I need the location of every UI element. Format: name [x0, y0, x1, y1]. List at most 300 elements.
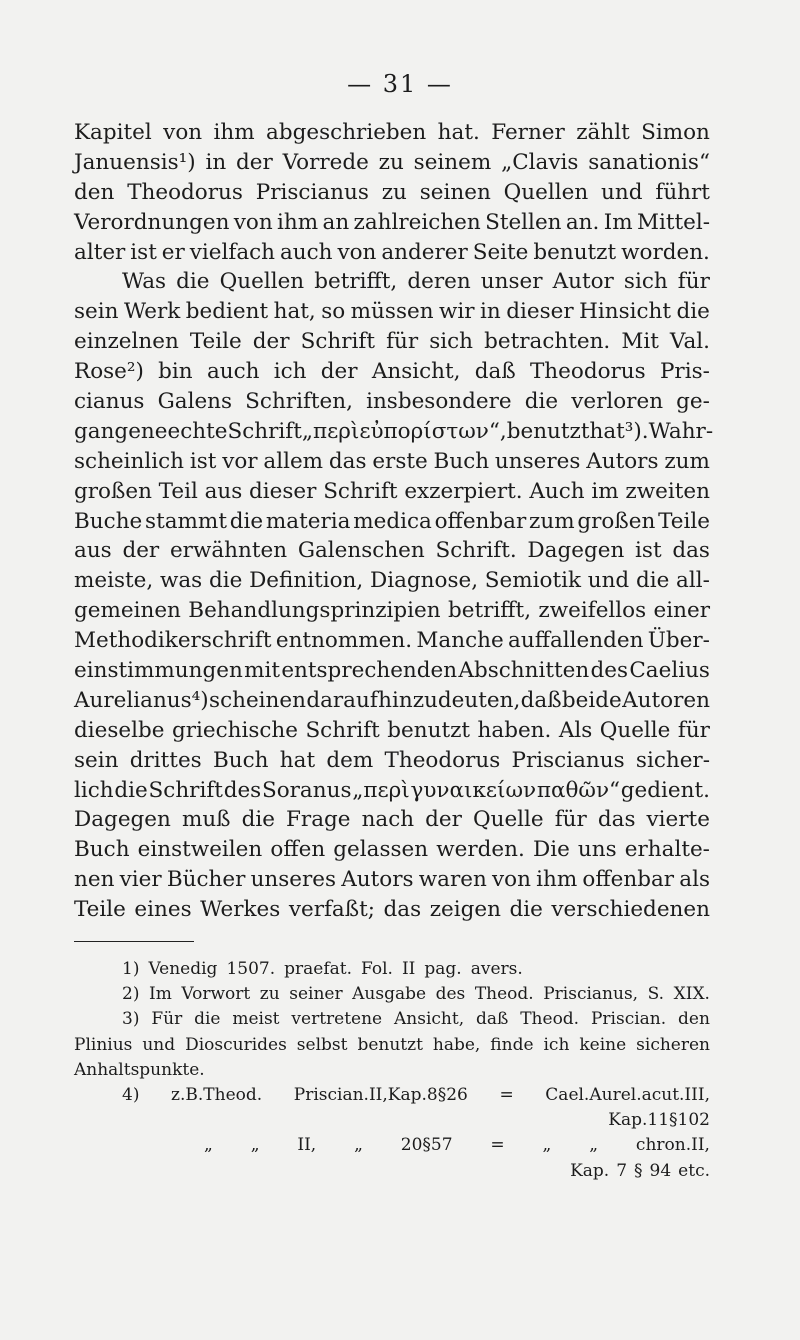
word: Theodorus	[529, 359, 646, 385]
word: unser	[480, 269, 543, 295]
word: Behandlungsprinzipien	[188, 598, 441, 624]
word: betrifft,	[448, 598, 532, 624]
ditto-mark: „	[250, 1135, 260, 1156]
word: Quelle	[599, 717, 671, 743]
word: z.B.Theod.	[171, 1084, 263, 1105]
word: zählt	[576, 120, 630, 145]
word: Anhaltspunkte.	[74, 1059, 205, 1080]
word: anderer	[381, 239, 468, 265]
word: γυναικείων	[410, 777, 537, 803]
word: Vorwort	[181, 984, 251, 1005]
text-line	[74, 596, 710, 626]
ditto-mark: „	[542, 1135, 552, 1156]
word: waren	[418, 867, 487, 893]
word: Cael.Aurel.acut.III,	[545, 1084, 710, 1105]
footnote-line	[74, 1007, 710, 1032]
word: 4)	[122, 1084, 140, 1105]
word: scheinlich	[74, 448, 185, 474]
word: das	[328, 448, 367, 474]
word: Manche	[416, 628, 504, 654]
word: Was	[122, 269, 167, 295]
word: werden.	[436, 837, 525, 863]
word: einzelnen	[74, 329, 179, 355]
word: die	[229, 508, 264, 534]
word: sanationis“	[588, 149, 710, 175]
word: Fol.	[361, 959, 393, 979]
word: die	[241, 807, 275, 833]
word: daß	[520, 687, 562, 713]
word: Soranus	[261, 777, 352, 803]
word: sein	[74, 299, 119, 325]
word: an	[322, 209, 350, 235]
word: im	[591, 478, 619, 504]
word: Priscian.	[590, 1009, 667, 1030]
word: er	[161, 239, 185, 265]
word: vier	[119, 867, 162, 893]
word: die	[509, 897, 543, 923]
word: Für	[151, 1009, 183, 1030]
text-line	[74, 746, 710, 776]
word: die	[208, 568, 243, 594]
word: finde	[490, 1034, 534, 1055]
word: scheinen	[209, 687, 306, 713]
word: XIX.	[673, 984, 710, 1005]
word: Mit	[621, 329, 659, 355]
word: Autoren	[622, 687, 710, 713]
word: Teil	[158, 478, 198, 504]
word: erhalte-	[624, 837, 710, 863]
word: ist	[189, 448, 217, 474]
word: Quelle	[472, 807, 544, 833]
word: seiner	[289, 984, 343, 1005]
word: abgeschrieben	[266, 120, 427, 145]
footnote-line	[74, 1058, 710, 1083]
text-line	[74, 238, 710, 268]
word: hat,	[273, 299, 316, 325]
word: Werkes	[200, 897, 281, 923]
word: aus	[74, 538, 112, 564]
word: einstweilen	[137, 837, 263, 863]
word: Schrift	[227, 418, 302, 444]
word: von	[337, 239, 377, 265]
word: Autor	[552, 269, 614, 295]
word: vertretene	[291, 1009, 383, 1030]
word: gedient.	[620, 777, 710, 803]
text-line	[74, 297, 710, 327]
word: in	[480, 299, 501, 325]
word: echte	[167, 418, 228, 444]
word: benutzt	[533, 239, 617, 265]
word: II,	[297, 1135, 317, 1156]
word: der	[425, 807, 462, 833]
ditto-mark: „	[354, 1135, 363, 1156]
word: beide	[561, 687, 622, 713]
word: Kapitel	[74, 120, 152, 145]
word: Theod.	[520, 1009, 580, 1030]
word: 2)	[122, 984, 140, 1005]
footnote-line	[74, 982, 710, 1007]
word: Caelius	[629, 658, 710, 684]
word: drittes	[129, 747, 202, 773]
word: zahlreichen	[353, 209, 481, 235]
word: ist	[130, 239, 157, 265]
text-line	[74, 895, 710, 925]
word: Schriften,	[245, 389, 353, 415]
word: „περὶ	[301, 418, 360, 444]
word: ge-	[676, 389, 710, 415]
word: des	[590, 658, 629, 684]
word: sich	[623, 269, 668, 295]
word: deren	[407, 269, 471, 295]
text-line	[74, 626, 710, 656]
word: Ausgabe	[352, 984, 427, 1005]
word: Theodorus	[384, 747, 501, 773]
word: mit	[244, 658, 281, 684]
word: 94	[649, 1160, 672, 1181]
word: großen	[74, 478, 152, 504]
word: Januensis¹)	[74, 149, 196, 175]
word: Theodorus	[127, 179, 243, 205]
word: Teile	[658, 508, 710, 534]
word: unseres	[494, 448, 581, 474]
word: erste	[372, 448, 428, 474]
word: des	[223, 777, 262, 803]
word: das	[383, 897, 422, 923]
word: Schrift	[305, 717, 380, 743]
word: alter	[74, 239, 126, 265]
word: gemeinen	[74, 598, 181, 624]
word: und	[587, 568, 630, 594]
word: meist	[232, 1009, 280, 1030]
word: Buch	[212, 747, 269, 773]
page-number: — 31 —	[347, 70, 453, 98]
word: eines	[134, 897, 192, 923]
word: die	[176, 269, 210, 295]
text-line	[74, 118, 710, 148]
word: Dagegen	[527, 538, 625, 564]
word: Vorrede	[282, 149, 369, 175]
word: Priscian.II,Kap.8§26	[293, 1084, 468, 1105]
word: ich	[273, 359, 307, 385]
word: sich	[429, 329, 474, 355]
word: ihm	[213, 120, 255, 145]
text-line	[74, 148, 710, 178]
word: zu	[378, 149, 404, 175]
word: Diagnose,	[369, 568, 479, 594]
word: Ansicht,	[394, 1009, 465, 1030]
word: den	[678, 1009, 710, 1030]
word: Buch	[74, 837, 130, 863]
word: zweiten	[625, 478, 710, 504]
word: exzerpiert.	[404, 478, 523, 504]
footnote-divider	[74, 941, 194, 942]
word: meiste,	[74, 568, 154, 594]
word: zum	[529, 508, 575, 534]
word: aus	[204, 478, 243, 504]
word: offen	[270, 837, 326, 863]
word: παθῶν“	[536, 777, 620, 803]
word: der	[252, 329, 290, 355]
word: verfaßt;	[288, 897, 375, 923]
word: Wahr-	[648, 418, 714, 444]
word: Im	[149, 984, 172, 1005]
text-line	[74, 447, 710, 477]
word: Dioscurides	[185, 1034, 287, 1055]
word: Priscianus,	[543, 984, 639, 1005]
word: Frage	[286, 807, 351, 833]
word: entnommen.	[275, 628, 413, 654]
word: ist	[635, 538, 662, 564]
word: Aurelianus⁴)	[74, 687, 209, 713]
word: pag.	[424, 959, 462, 979]
word: Autors	[586, 448, 659, 474]
word: die	[194, 1009, 221, 1030]
word: dieser	[506, 299, 574, 325]
word: als	[679, 867, 710, 893]
word: hat	[279, 747, 316, 773]
footnote-line	[74, 1083, 710, 1108]
word: praefat.	[284, 959, 352, 979]
word: die	[635, 568, 670, 594]
word: zweifellos	[538, 598, 647, 624]
text-line	[74, 267, 710, 297]
word: Semiotik	[484, 568, 581, 594]
word: auch	[279, 239, 333, 265]
word: muß	[181, 807, 231, 833]
word: Schrift	[323, 478, 398, 504]
word: führt	[655, 179, 710, 205]
word: 7	[616, 1160, 628, 1181]
word: stammt	[145, 508, 227, 534]
word: Plinius	[74, 1034, 133, 1055]
word: Im	[603, 209, 633, 235]
word: =	[490, 1135, 505, 1156]
text-line	[74, 865, 710, 895]
word: cianus	[74, 389, 145, 415]
word: =	[499, 1084, 514, 1105]
word: so	[321, 299, 346, 325]
word: insbesondere	[366, 389, 512, 415]
word: Ansicht,	[371, 359, 461, 385]
word: hinzudeuten,	[378, 687, 521, 713]
word: Priscianus	[255, 179, 369, 205]
word: einer	[653, 598, 710, 624]
body-text	[74, 118, 714, 925]
word: Über-	[647, 628, 710, 654]
word: die	[114, 777, 148, 803]
word: Bücher	[166, 867, 246, 893]
text-line	[74, 327, 710, 357]
word: Pris-	[659, 359, 710, 385]
word: Stellen	[485, 209, 562, 235]
word: Ferner	[491, 120, 565, 145]
word: auch	[206, 359, 260, 385]
word: was	[159, 568, 203, 594]
word: verloren	[571, 389, 664, 415]
word: Verordnungen	[74, 209, 230, 235]
ditto-mark: „	[589, 1135, 599, 1156]
word: Buche	[74, 508, 143, 534]
text-line	[74, 507, 710, 537]
text-line	[74, 357, 710, 387]
word: Kap.	[570, 1160, 610, 1181]
word: für	[554, 807, 587, 833]
word: bin	[158, 359, 193, 385]
text-line	[74, 835, 710, 865]
word: benutzt	[506, 418, 590, 444]
word: bedient	[185, 299, 269, 325]
word: hat³).	[589, 418, 649, 444]
word: hat.	[437, 120, 480, 145]
word: in	[205, 149, 227, 175]
word: griechische	[171, 717, 298, 743]
word: Venedig	[148, 959, 218, 979]
word: medica	[353, 508, 432, 534]
text-line	[74, 178, 710, 208]
word: Dagegen	[74, 807, 171, 833]
word: ich	[543, 1034, 570, 1055]
text-line	[74, 656, 710, 686]
word: seinen	[419, 179, 491, 205]
word: die	[676, 299, 710, 325]
word: lich	[74, 777, 114, 803]
word: darauf	[306, 687, 378, 713]
footnote-line	[74, 1159, 710, 1184]
text-line	[74, 716, 710, 746]
word: der	[236, 149, 273, 175]
word: 1)	[122, 959, 140, 979]
word: unseres	[250, 867, 337, 893]
word: Galenschen	[297, 538, 425, 564]
word: II	[401, 959, 416, 979]
word: zum	[664, 448, 710, 474]
word: uns	[577, 837, 617, 863]
word: „Clavis	[501, 149, 579, 175]
word: zeigen	[429, 897, 501, 923]
word: des	[435, 984, 466, 1005]
word: materia	[265, 508, 351, 534]
word: nach	[361, 807, 415, 833]
word: 20§57	[400, 1135, 453, 1156]
word: zu	[381, 179, 407, 205]
word: Definition,	[249, 568, 364, 594]
word: von	[163, 120, 203, 145]
word: all-	[676, 568, 710, 594]
word: gangene	[74, 418, 168, 444]
word: allem	[263, 448, 324, 474]
word: sicher-	[635, 747, 710, 773]
word: für	[386, 329, 419, 355]
word: dieser	[249, 478, 317, 504]
word: §	[634, 1160, 643, 1181]
word: die	[524, 389, 559, 415]
word: Methodikerschrift	[74, 628, 272, 654]
word: etc.	[678, 1160, 710, 1181]
word: das	[672, 538, 710, 564]
word: haben.	[477, 717, 552, 743]
word: worden.	[621, 239, 710, 265]
word: Teile	[189, 329, 242, 355]
word: Teile	[74, 897, 126, 923]
footnote-line	[74, 1033, 710, 1058]
word: von	[491, 867, 531, 893]
word: Val.	[669, 329, 710, 355]
word: sein	[74, 747, 119, 773]
word: habe,	[432, 1034, 481, 1055]
text-line	[74, 417, 714, 447]
word: entsprechenden	[281, 658, 458, 684]
word: ihm	[536, 867, 578, 893]
word: dieselbe	[74, 717, 165, 743]
word: betrachten.	[484, 329, 611, 355]
word: Buch	[433, 448, 490, 474]
word: zu	[259, 984, 280, 1005]
word: Als	[558, 717, 593, 743]
word: betrifft,	[314, 269, 398, 295]
word: der	[122, 538, 160, 564]
word: Auch	[529, 478, 585, 504]
word: Schrift	[300, 329, 375, 355]
word: Quellen	[503, 179, 589, 205]
word: Die	[532, 837, 570, 863]
text-line	[74, 805, 710, 835]
word: gelassen	[333, 837, 429, 863]
word: den	[74, 179, 115, 205]
word: wir	[439, 299, 475, 325]
word: auffallenden	[508, 628, 644, 654]
word: 1507.	[226, 959, 276, 979]
word: das	[597, 807, 636, 833]
word: chron.II,	[635, 1135, 710, 1156]
text-line	[74, 477, 710, 507]
word: offenbar	[434, 508, 527, 534]
text-line	[74, 387, 710, 417]
word: Schrift	[148, 777, 223, 803]
text-line	[74, 776, 710, 806]
word: Hinsicht	[579, 299, 672, 325]
text-line	[74, 566, 710, 596]
word: benutzt	[357, 1034, 423, 1055]
text-line	[74, 208, 710, 238]
word: nen	[74, 867, 115, 893]
word: S.	[647, 984, 665, 1005]
word: Priscianus	[511, 747, 625, 773]
word: offenbar	[582, 867, 675, 893]
word: und	[601, 179, 643, 205]
word: verschiedenen	[551, 897, 710, 923]
word: vielfach	[189, 239, 276, 265]
word: für	[677, 269, 710, 295]
word: Abschnitten	[458, 658, 590, 684]
word: ihm	[277, 209, 319, 235]
word: daß	[475, 1009, 509, 1030]
word: von	[233, 209, 273, 235]
text-line	[74, 686, 710, 716]
word: Mittel-	[636, 209, 710, 235]
word: einstimmungen	[74, 658, 243, 684]
word: vor	[222, 448, 258, 474]
text-line	[74, 536, 710, 566]
footnotes	[74, 957, 710, 1184]
word: und	[142, 1034, 176, 1055]
ditto-mark: „	[204, 1135, 213, 1156]
word: vierte	[646, 807, 710, 833]
word: Simon	[641, 120, 710, 145]
word: Galens	[157, 389, 233, 415]
word: 3)	[122, 1009, 140, 1030]
word: εὐπορίστων“,	[359, 418, 507, 444]
word: seinem	[413, 149, 492, 175]
